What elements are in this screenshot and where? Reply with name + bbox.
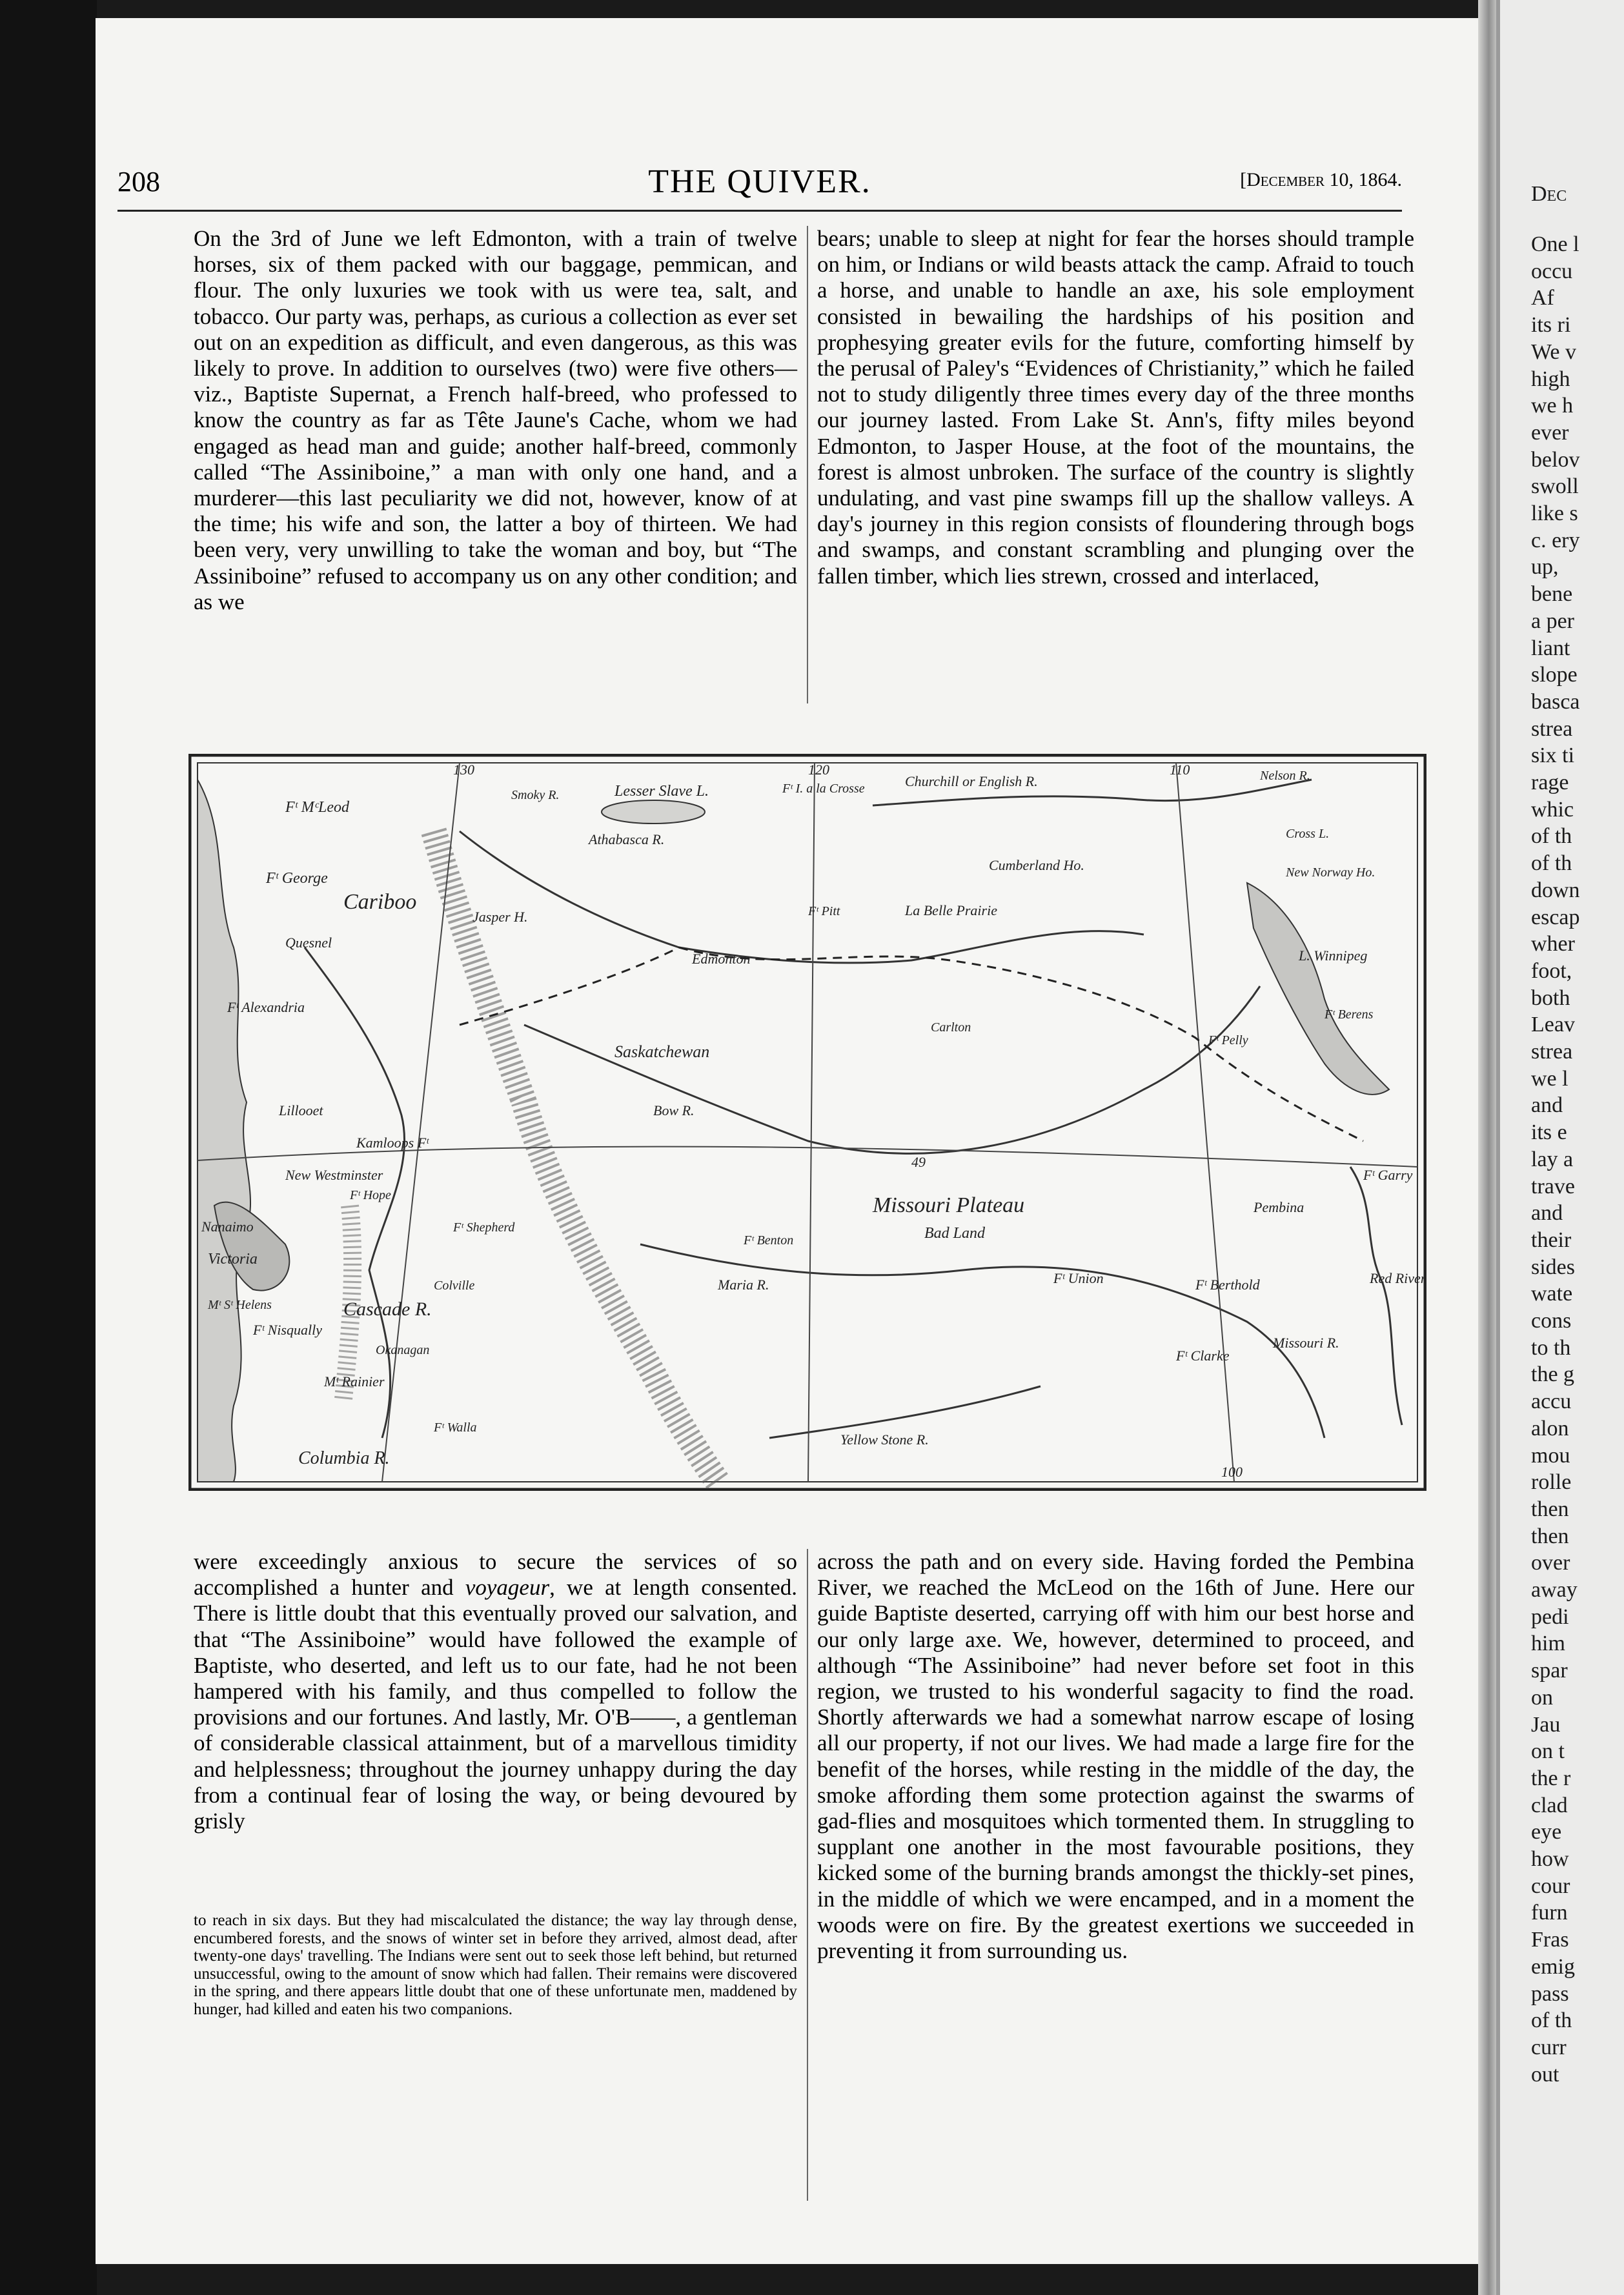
map-label-new-westminster: New Westminster	[285, 1167, 383, 1183]
facing-page-line: and	[1531, 1093, 1563, 1118]
map-label-fort-pitt: Fᵗ Pitt	[808, 904, 840, 918]
facing-page-line: Dec	[1531, 182, 1567, 206]
facing-page-line: like s	[1531, 501, 1578, 525]
facing-page-line: clad	[1531, 1793, 1568, 1817]
facing-page-line: alon	[1531, 1416, 1569, 1441]
map-label-nisqually: Fᵗ Nisqually	[253, 1322, 322, 1338]
map-label-colville: Colville	[434, 1279, 475, 1293]
map-label-mt-st-helens: Mᵗ Sᵗ Helens	[208, 1298, 272, 1312]
facing-page-line: over	[1531, 1551, 1570, 1575]
facing-page-line: of th	[1531, 824, 1572, 849]
facing-page-line: swoll	[1531, 474, 1579, 499]
facing-page-line: away	[1531, 1578, 1578, 1602]
map-label-fort-mcleod: Fᵗ MᶜLeod	[285, 799, 349, 816]
map-label-columbia-river: Columbia R.	[298, 1448, 390, 1468]
facing-page-line: strea	[1531, 1040, 1573, 1064]
facing-page-line: we l	[1531, 1066, 1568, 1091]
column-divider-top	[807, 226, 808, 703]
facing-page-line: rolle	[1531, 1470, 1572, 1495]
facing-page-line: bene	[1531, 582, 1573, 607]
map-label-fort-walla: Fᵗ Walla	[434, 1420, 477, 1435]
map-label-bad-land: Bad Land	[924, 1225, 986, 1242]
facing-page-line: both	[1531, 986, 1570, 1010]
facing-page-line: basca	[1531, 689, 1580, 714]
meridian-label: 100	[1221, 1464, 1243, 1480]
facing-page-line: eye	[1531, 1820, 1562, 1845]
meridian-label: 120	[808, 762, 829, 778]
facing-page-line: Leav	[1531, 1013, 1575, 1037]
map-label-victoria: Victoria	[208, 1251, 258, 1268]
text-segment: were exceedingly anxious to secure the services of so accomplished a hunter and	[194, 1549, 797, 1601]
page-gutter	[1478, 0, 1497, 2295]
facing-page-line: cons	[1531, 1309, 1572, 1333]
facing-page-line: on t	[1531, 1739, 1565, 1764]
map-label-missouri-river: Missouri R.	[1273, 1335, 1339, 1351]
facing-page-line: belov	[1531, 447, 1580, 472]
map-label-pembina: Pembina	[1254, 1199, 1304, 1215]
facing-page-line: spar	[1531, 1659, 1568, 1683]
facing-page-edge	[1496, 0, 1624, 2295]
facing-page-line: then	[1531, 1524, 1569, 1548]
map-label-norway-house: New Norway Ho.	[1286, 865, 1375, 880]
map-label-yellow-stone-river: Yellow Stone R.	[840, 1431, 929, 1448]
map-label-marias-river: Maria R.	[718, 1277, 769, 1293]
facing-page-line: then	[1531, 1497, 1569, 1521]
facing-page-line: wate	[1531, 1282, 1573, 1306]
facing-page-line: a per	[1531, 609, 1575, 633]
facing-page-line: up,	[1531, 555, 1559, 580]
map-label-fort-benton: Fᵗ Benton	[744, 1233, 794, 1248]
map-label-fort-berthold: Fᵗ Berthold	[1195, 1277, 1260, 1293]
scan-left-margin	[0, 0, 97, 2295]
facing-page-line: pedi	[1531, 1604, 1569, 1629]
map-label-smoky-river: Smoky R.	[511, 788, 560, 802]
map-label-saskatchewan: Saskatchewan	[614, 1042, 710, 1061]
body-column-left-bottom	[194, 1549, 797, 1834]
map-label-fort-pelly: Fᵗ Pelly	[1208, 1033, 1248, 1047]
map-label-athabasca-river: Athabasca R.	[589, 831, 665, 847]
map-label-quesnel: Quesnel	[285, 935, 332, 951]
lesser-slave-lake-shape	[602, 800, 705, 824]
meridian-label: 110	[1170, 762, 1190, 778]
map-label-cumberland-house: Cumberland Ho.	[989, 857, 1084, 873]
facing-page-line: strea	[1531, 716, 1573, 741]
facing-page-line: Fras	[1531, 1928, 1569, 1952]
facing-page-line: occu	[1531, 259, 1573, 283]
map-label-fort-george: Fᵗ George	[266, 870, 328, 887]
facing-page-line: its e	[1531, 1120, 1567, 1145]
map-label-carlton: Carlton	[931, 1020, 971, 1035]
body-column-right-bottom: across the path and on every side. Having forded the Pembina River, we reached the McLeod on the 16th of June. Here our guide Baptiste deserted, carrying off with him our best horse and our only large axe. We, however, determined to proceed, and although “The Assiniboine” had never before set foot in this region, we trusted to his wonderful sagacity to find the road. Shortly afterwards we had a somewhat narrow escape of losing all our property, if not our lives. We had made a large fire for the benefit of the horses, while resting in the middle of the day, the smoke affording them some protection against the swarms of gad-flies and mosquitoes which tormented them. In struggling to supplant one another in the most favourable positions, they kicked some of the burning brands amongst the thickly-set pines, in the middle of which we were encamped, and in a moment the woods were on fire. By the greatest exertions we succeeded in preventing it from surrounding us.	[817, 1549, 1414, 1964]
facing-page-line: ever	[1531, 420, 1569, 445]
facing-page-line: Af	[1531, 286, 1554, 310]
map-label-lillooet: Lillooet	[279, 1102, 323, 1118]
facing-page-line: six ti	[1531, 743, 1575, 768]
map-label-cascade-range: Cascade R.	[343, 1299, 432, 1320]
map-label-nelson-river: Nelson R.	[1260, 769, 1310, 783]
facing-page-line: emig	[1531, 1954, 1575, 1979]
facing-page-line: One l	[1531, 232, 1579, 256]
map-label-lake-winnipeg: L. Winnipeg	[1299, 947, 1368, 964]
facing-page-line: wher	[1531, 932, 1575, 956]
facing-page-line: out	[1531, 2062, 1559, 2087]
journal-title: THE QUIVER.	[648, 163, 871, 200]
facing-page-line: accu	[1531, 1390, 1572, 1414]
running-header	[117, 163, 1402, 214]
map-label-jasper-house: Jasper H.	[472, 909, 528, 925]
page-number: 208	[117, 166, 160, 197]
facing-page-line: trave	[1531, 1174, 1575, 1198]
map-label-nanaimo: Nanaimo	[201, 1218, 254, 1235]
facing-page-line: how	[1531, 1847, 1569, 1871]
facing-page-line: rage	[1531, 771, 1569, 794]
facing-page-line: mou	[1531, 1443, 1570, 1468]
map-svg	[188, 754, 1426, 1491]
map-label-fort-hope: Fᵗ Hope	[350, 1188, 391, 1202]
facing-page-line: pass	[1531, 1981, 1569, 2006]
map-label-mt-rainier: Mᵗ Rainier	[324, 1373, 385, 1390]
facing-page-line: Jau	[1531, 1712, 1561, 1737]
facing-page-line: curr	[1531, 2035, 1567, 2059]
facing-page-line: the r	[1531, 1766, 1571, 1790]
parallel-label: 49	[911, 1154, 926, 1170]
text-segment: , we at length consented. There is little doubt that this eventually proved our salvation, and that “The Assiniboine” would have followed the example of Baptiste, who deserted, and left us to our fate, had he not been hampered with his family, and thus compelled to follow the provisions and our fortunes. And lastly, Mr. O'B——, a gentleman of considerable classical attainment, but of a marvellous timidity and helplessness; throughout the journey unhappy during the day from a continual fear of losing the way, or being devoured by grisly	[194, 1575, 797, 1834]
issue-date: [December 10, 1864.	[1240, 169, 1402, 190]
header-rule	[117, 210, 1402, 212]
map-label-red-river: Red River	[1370, 1270, 1426, 1286]
meridian-label: 130	[453, 762, 474, 778]
body-column-right-top: bears; unable to sleep at night for fear the horses should trample on him, or Indians or wild beasts attack the camp. Afraid to touch a horse, and unable to handle an axe, his sole employment consisted in bewailing the hardships of his position and prophesying greater evils for the future, comforting himself by the perusal of Paley's “Evidences of Christianity,” which he failed not to study diligently three times every day of the three months our journey lasted. From Lake St. Ann's, fifty miles beyond Edmonton, to Jasper House, at the foot of the mountains, the forest is almost unbroken. The surface of the country is slightly undulating, and vast pine swamps fill up the shallow valleys. A day's journey in this region consists of floundering through bogs and swamps, and constant scrambling and plunging over the fallen timber, which lies strewn, crossed and interlaced,	[817, 226, 1414, 589]
facing-page-line: escap	[1531, 905, 1580, 929]
facing-page-line: and	[1531, 1201, 1563, 1226]
facing-page-line: of th	[1531, 2008, 1572, 2033]
map-label-fort-union: Fᵗ Union	[1053, 1270, 1104, 1286]
facing-page-line: liant	[1531, 636, 1570, 660]
facing-page-line: the g	[1531, 1362, 1575, 1387]
footnote: to reach in six days. But they had miscalculated the distance; the way lay through dense, encumbered forests, and the snows of winter set in before they arrived, almost dead, after twenty-one days' travelling. The Indians were sent out to seek those left behind, but returned unsuccessful, owing to the amount of snow which had fallen. Their remains were discovered in the spring, and there appears little doubt that one of these unfortunate men, maddened by hunger, had killed and eaten his two companions.	[194, 1912, 797, 2018]
map-label-cross-lake: Cross L.	[1286, 827, 1330, 841]
facing-page-line: We v	[1531, 339, 1576, 364]
map-label-missouri-plateau: Missouri Plateau	[873, 1193, 1025, 1217]
map-label-fort-clarke: Fᵗ Clarke	[1176, 1348, 1230, 1364]
map-label-lesser-slave-lake: Lesser Slave L.	[614, 783, 709, 800]
map-label-fort-ile-a-la-crosse: Fᵗ I. a la Crosse	[782, 782, 865, 796]
map-label-cariboo: Cariboo	[343, 890, 417, 914]
facing-page-line: whic	[1531, 797, 1574, 822]
facing-page-line: c. ery	[1531, 528, 1580, 552]
map-label-bow-river: Bow R.	[653, 1102, 695, 1118]
facing-page-line: their	[1531, 1228, 1572, 1252]
map-label-fort-alexandria: Fᵗ Alexandria	[227, 999, 305, 1015]
facing-page-line: high	[1531, 367, 1570, 391]
facing-page-line: lay a	[1531, 1147, 1574, 1171]
facing-page-line: cour	[1531, 1874, 1570, 1898]
facing-page-line: slope	[1531, 663, 1578, 687]
facing-page-line: him	[1531, 1632, 1565, 1656]
map-label-fort-berens: Fᵗ Berens	[1325, 1007, 1374, 1022]
facing-page-line: of th	[1531, 851, 1572, 876]
map-label-fort-garry: Fᵗ Garry	[1363, 1167, 1413, 1183]
map-label-kamloops: Kamloops Fᵗ	[356, 1135, 429, 1151]
facing-page-line: on	[1531, 1685, 1553, 1710]
body-column-left-top: On the 3rd of June we left Edmonton, with a train of twelve horses, six of them packed with our baggage, pemmican, and flour. The only luxuries we took with us were tea, salt, and tobacco. Our party was, perhaps, as curious a collection as ever set out on an expedition as difficult, and even dangerous, as this was likely to prove. In addition to ourselves (two) were five others—viz., Baptiste Supernat, a French half-breed, who professed to know the country as far as Tête Jaune's Cache, whom we had engaged as head man and guide; another half-breed, commonly called “The Assiniboine,” a man with only one hand, and a murderer—this last peculiarity we did not, however, know of at the time; his wife and son, the latter a boy of thirteen. We had been very, very unwilling to take the woman and boy, but “The Assiniboine” refused to accompany us on any other condition; and as we	[194, 226, 797, 614]
map-label-churchill-river: Churchill or English R.	[905, 773, 1038, 789]
facing-page-line: we h	[1531, 394, 1574, 418]
map-label-okanagan: Okanagan	[376, 1343, 430, 1357]
facing-page-line: its ri	[1531, 313, 1571, 338]
map-label-fort-shepherd: Fᵗ Shepherd	[453, 1220, 515, 1235]
facing-page-line: sides	[1531, 1255, 1575, 1279]
map-illustration	[188, 754, 1426, 1491]
facing-page-line: down	[1531, 878, 1580, 902]
facing-page-line: to th	[1531, 1335, 1571, 1360]
facing-page-line: foot,	[1531, 958, 1572, 983]
italic-term: voyageur	[465, 1575, 550, 1601]
facing-page-line: furn	[1531, 1901, 1568, 1925]
map-label-edmonton: Edmonton	[692, 951, 751, 967]
map-label-la-belle-prairie: La Belle Prairie	[905, 902, 997, 918]
column-divider-bottom	[807, 1549, 808, 2201]
